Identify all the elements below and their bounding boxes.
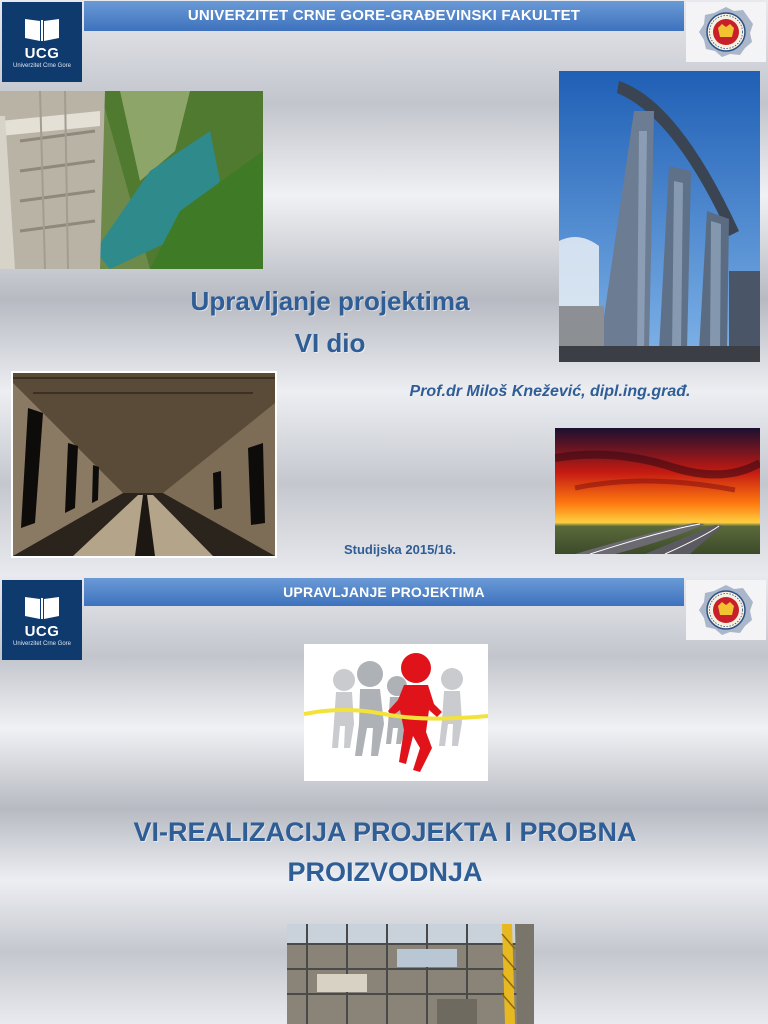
academic-year: Studijska 2015/16. [343,542,456,557]
section-title-line1: VI-REALIZACIJA PROJEKTA I PROBNA [133,817,637,847]
faculty-seal [686,580,766,640]
presentation-title-line1: Upravljanje projektima [190,286,470,316]
highway-sunset-photo [555,428,760,554]
section-title-line2: PROIZVODNJA [287,857,483,887]
ucg-logo-text: UCG [24,623,60,640]
section-slide [0,576,768,1024]
faculty-seal-icon [696,4,756,60]
university-banner: UNIVERZITET CRNE GORE-GRAĐEVINSKI FAKULTET [84,1,684,31]
open-book-icon [23,15,61,43]
ucg-logo [2,2,82,82]
author-name: Prof.dr Miloš Knežević, dipl.ing.građ. [409,383,691,400]
runners-finish-line-illustration [304,644,488,781]
dam-canyon-photo [0,91,263,269]
ucg-logo-subtitle: Univerzitet Crne Gore [12,63,72,69]
presentation-title [140,280,520,364]
presentation-title-line2: VI dio [294,328,366,358]
faculty-seal-icon [696,582,756,638]
ucg-logo [2,580,82,660]
course-banner: UPRAVLJANJE PROJEKTIMA [84,578,684,606]
construction-site-photo [287,924,534,1024]
tunnel-photo [11,371,277,558]
section-title [80,812,690,892]
skyscraper-photo [559,71,760,362]
ucg-logo-subtitle: Univerzitet Crne Gore [12,641,72,647]
ucg-logo-text: UCG [24,45,60,62]
faculty-seal [686,2,766,62]
open-book-icon [23,593,61,621]
